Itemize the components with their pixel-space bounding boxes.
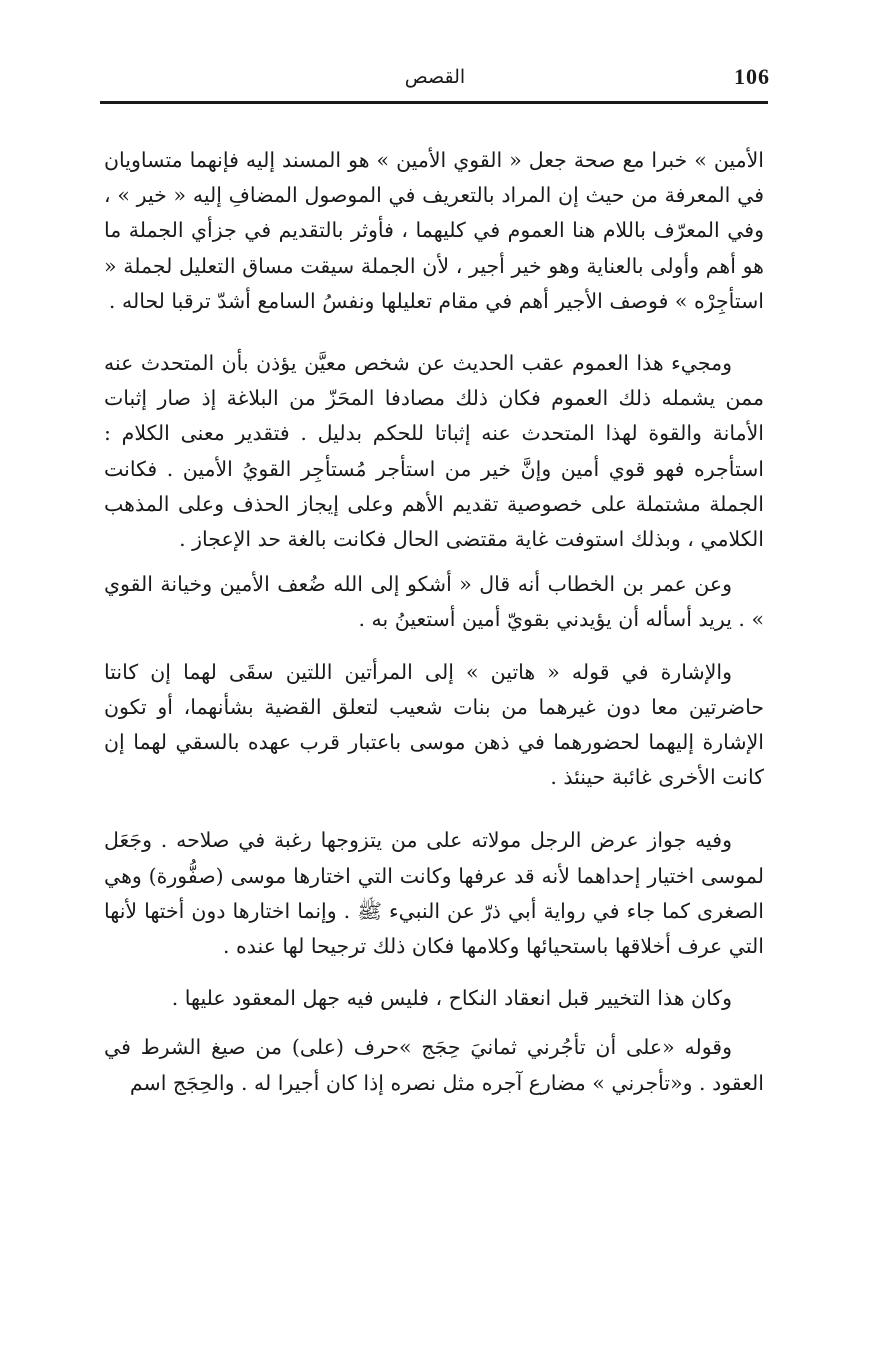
header-rule — [100, 101, 768, 104]
running-title: القصص — [404, 66, 466, 88]
page-number: 106 — [734, 64, 770, 89]
paragraph-6: وكان هذا التخيير قبل انعقاد النكاح ، فليس فيه جهل المعقود عليها . — [171, 986, 732, 1011]
paragraph-5: وفيه جواز عرض الرجل مولاته على من يتزوجها رغبة في صلاحه . وجَعَل لموسى اختيار إحداهما لأنه قد عرفها وكانت التي اختارها موسى (صفُّورة) وهي الصغرى كما جاء في رواية أبي ذرّ عن النبيء ﷺ . وإنما اختارها دون أختها لأنها التي عرف أخلاقها باستحيائها وكلامها فكان ذلك ترجيحا لها عنده . — [104, 828, 764, 959]
paragraph-4: والإشارة في قوله « هاتين » إلى المرأتين اللتين سقَى لهما إن كانتا حاضرتين معا دون غيرهما من بنات شعيب لتعلق القضية بشأنهما، أو تكون الإشارة إليهما لحضورهما في ذهن موسى باعتبار قرب عهده بالسقي لهما إن كانت الأخرى غائبة حينئذ . — [104, 659, 764, 790]
paragraph-7: وقوله «على أن تأجُرني ثمانيَ حِجَج »حرف (على) من صيغ الشرط في العقود . و«تأجرني » مضارع آجره مثل نصره إذا كان أجيرا له . والحِجَج اسم — [104, 1035, 764, 1095]
page-header — [100, 62, 768, 96]
paragraph-2: ومجيء هذا العموم عقب الحديث عن شخص معيَّن يؤذن بأن المتحدث عنه ممن يشمله ذلك العموم فكان ذلك مصادفا المحَزّ من البلاغة إذ صار إثبات الأمانة والقوة لهذا المتحدث عنه إثباتا للحكم بدليل . فتقدير معنى الكلام : استأجره فهو قوي أمين وإنَّ خير من استأجر مُستأجِر القويُ الأمين . فكانت الجملة مشتملة على خصوصية تقديم الأهم وعلى إيجاز الحذف وعلى المذهب الكلامي ، وبذلك استوفت غاية مقتضى الحال فكانت بالغة حد الإعجاز . — [104, 351, 764, 552]
page-body — [104, 143, 764, 1101]
paragraph-3: وعن عمر بن الخطاب أنه قال « أشكو إلى الله ضُعف الأمين وخيانة القوي » . يريد أسأله أن يؤيدني بقويّ أمين أستعينُ به . — [104, 572, 764, 632]
paragraph-1: الأمين » خبرا مع صحة جعل « القوي الأمين » هو المسند إليه فإنهما متساويان في المعرفة من حيث إن المراد بالتعريف في الموصول المضافِ إليه « خير » ، وفي المعرّف باللام هنا العموم في كليهما ، فأوثر بالتقديم في جزأي الجملة ما هو أهم وأولى بالعناية وهو خير أجير ، لأن الجملة سيقت مساق التعليل لجملة « استأجِرْه » فوصف الأجير أهم في مقام تعليلها ونفسُ السامع أشدّ ترقبا لحاله . — [104, 148, 764, 313]
